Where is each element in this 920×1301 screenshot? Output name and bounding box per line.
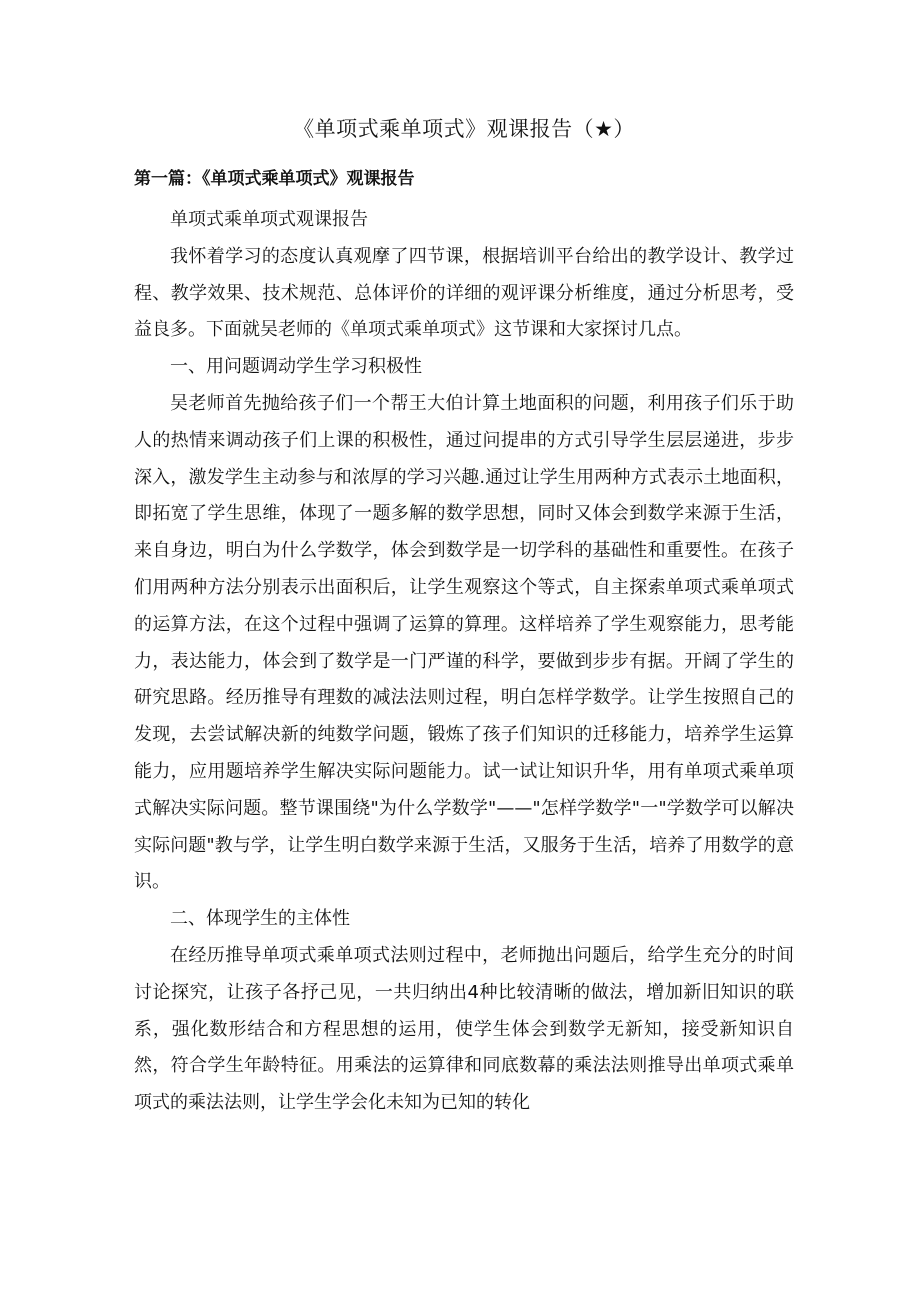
paragraph-subtitle: 单项式乘单项式观课报告 [170, 209, 368, 230]
document-title: 《单项式乘单项式》观课报告（★） [293, 117, 635, 141]
paragraph-body-one: 吴老师首先抛给孩子们一个帮王大伯计算土地面积的问题，利用孩子们乐于助人的热情来调动孩子们上课的积极性，通过问提串的方式引导学生层层递进，步步深入，激发学生主动参与和浓厚的学习兴趣.通过让学生用两种方式表示土地面积，即拓宽了学生思维，体现了一题多解的数学思想，同时又体会到数学来源于生活，来自身边，明白为什么学数学，体会到数学是一切学科的基础性和重要性。在孩子们用两种方法分别表示出面积后，让学生观察这个等式，自主探索单项式乘单项式的运算方法，在这个过程中强调了运算的算理。这样培养了学生观察能力，思考能力，表达能力，体会到了数学是一门严谨的科学，要做到步步有据。开阔了学生的研究思路。经历推导有理数的减法法则过程，明白怎样学数学。让学生按照自己的发现，去尝试解决新的纯数学问题，锻炼了孩子们知识的迁移能力，培养学生运算能力，应用题培养学生解决实际问题能力。试一试让知识升华，用有单项式乘单项式解决实际问题。整节课围绕"为什么学数学"——"怎样学数学"一"学数学可以解决实际问题"教与学，让学生明白数学来源于生活，又服务于生活，培养了用数学的意识。 [134, 392, 794, 893]
paragraph-heading-one: 一、用问题调动学生学习积极性 [170, 356, 422, 378]
paragraph-intro: 我怀着学习的态度认真观摩了四节课，根据培训平台给出的教学设计、教学过程、教学效果、技术规范、总体评价的详细的观评课分析维度，通过分析思考，受益良多。下面就吴老师的《单项式乘单项式》这节课和大家探讨几点。 [134, 245, 794, 341]
document-page [134, 112, 794, 1122]
paragraph-heading-two: 二、体现学生的主体性 [170, 908, 350, 930]
section-heading: 第一篇：《单项式乘单项式》观课报告 [134, 169, 415, 189]
paragraph-body-two: 在经历推导单项式乘单项式法则过程中，老师抛出问题后，给学生充分的时间讨论探究，让孩子各抒己见，一共归纳出4种比较清晰的做法，增加新旧知识的联系，强化数形结合和方程思想的运用，使学生体会到数学无新知，接受新知识自然，符合学生年龄特征。用乘法的运算律和同底数幕的乘法法则推导出单项式乘单项式的乘法法则，让学生学会化未知为已知的转化 [134, 944, 794, 1114]
